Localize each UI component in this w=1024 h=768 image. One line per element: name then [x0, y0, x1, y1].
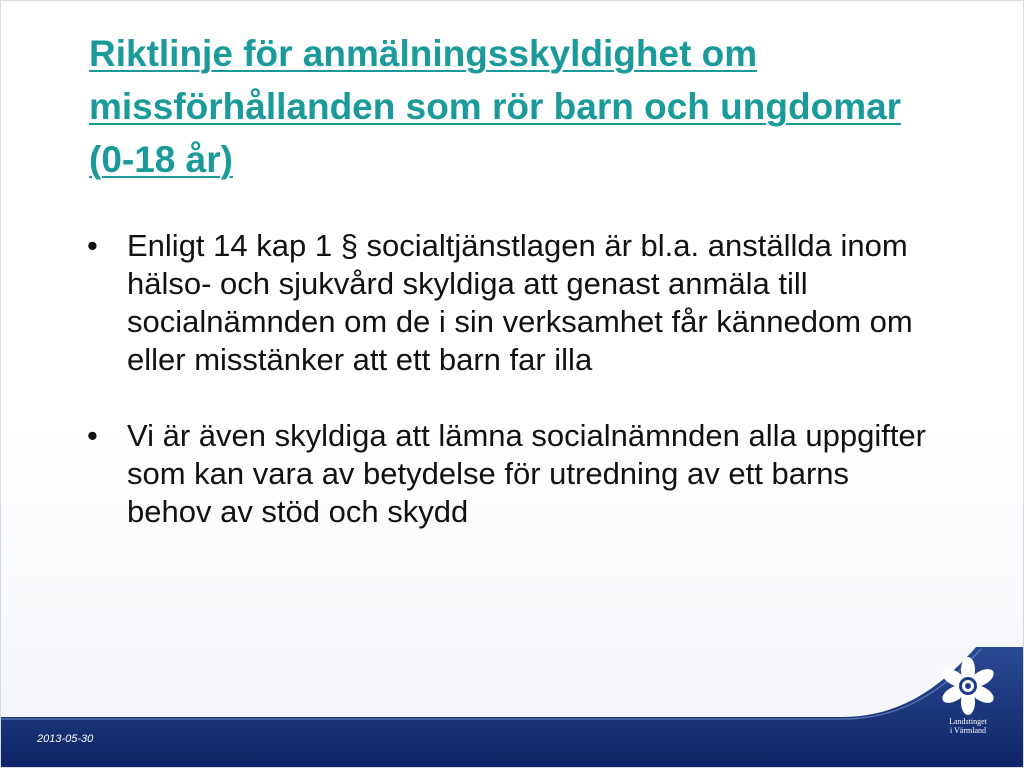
bullet-item	[87, 417, 927, 531]
bullet-text: Enligt 14 kap 1 § socialtjänstlagen är bl.a. anställda inom hälso- och sjukvård skyldiga att genast anmäla till socialnämnden om de i sin verksamhet får kännedom om eller misstänker att ett barn far illa	[127, 228, 913, 377]
footer-date: 2013-05-30	[37, 733, 94, 745]
slide-title: Riktlinje för anmälningsskyldighet om missförhållanden som rör barn och ungdomar (0-18 år)	[89, 33, 902, 180]
bullet-marker: •	[87, 228, 98, 263]
bullet-marker: •	[87, 418, 98, 453]
bullet-list	[87, 227, 927, 569]
organization-logo	[935, 655, 1001, 745]
bullet-text: Vi är även skyldiga att lämna socialnämnden alla uppgifter som kan vara av betydelse för utredning av ett barns behov av stöd och skydd	[127, 418, 927, 529]
footer-wave-decoration	[1, 647, 1024, 767]
flower-icon	[935, 655, 1001, 717]
logo-text	[935, 717, 1001, 735]
bullet-item	[87, 227, 927, 379]
logo-text-line1: Landstinget	[949, 717, 987, 726]
logo-text-line2: i Värmland	[949, 726, 987, 735]
